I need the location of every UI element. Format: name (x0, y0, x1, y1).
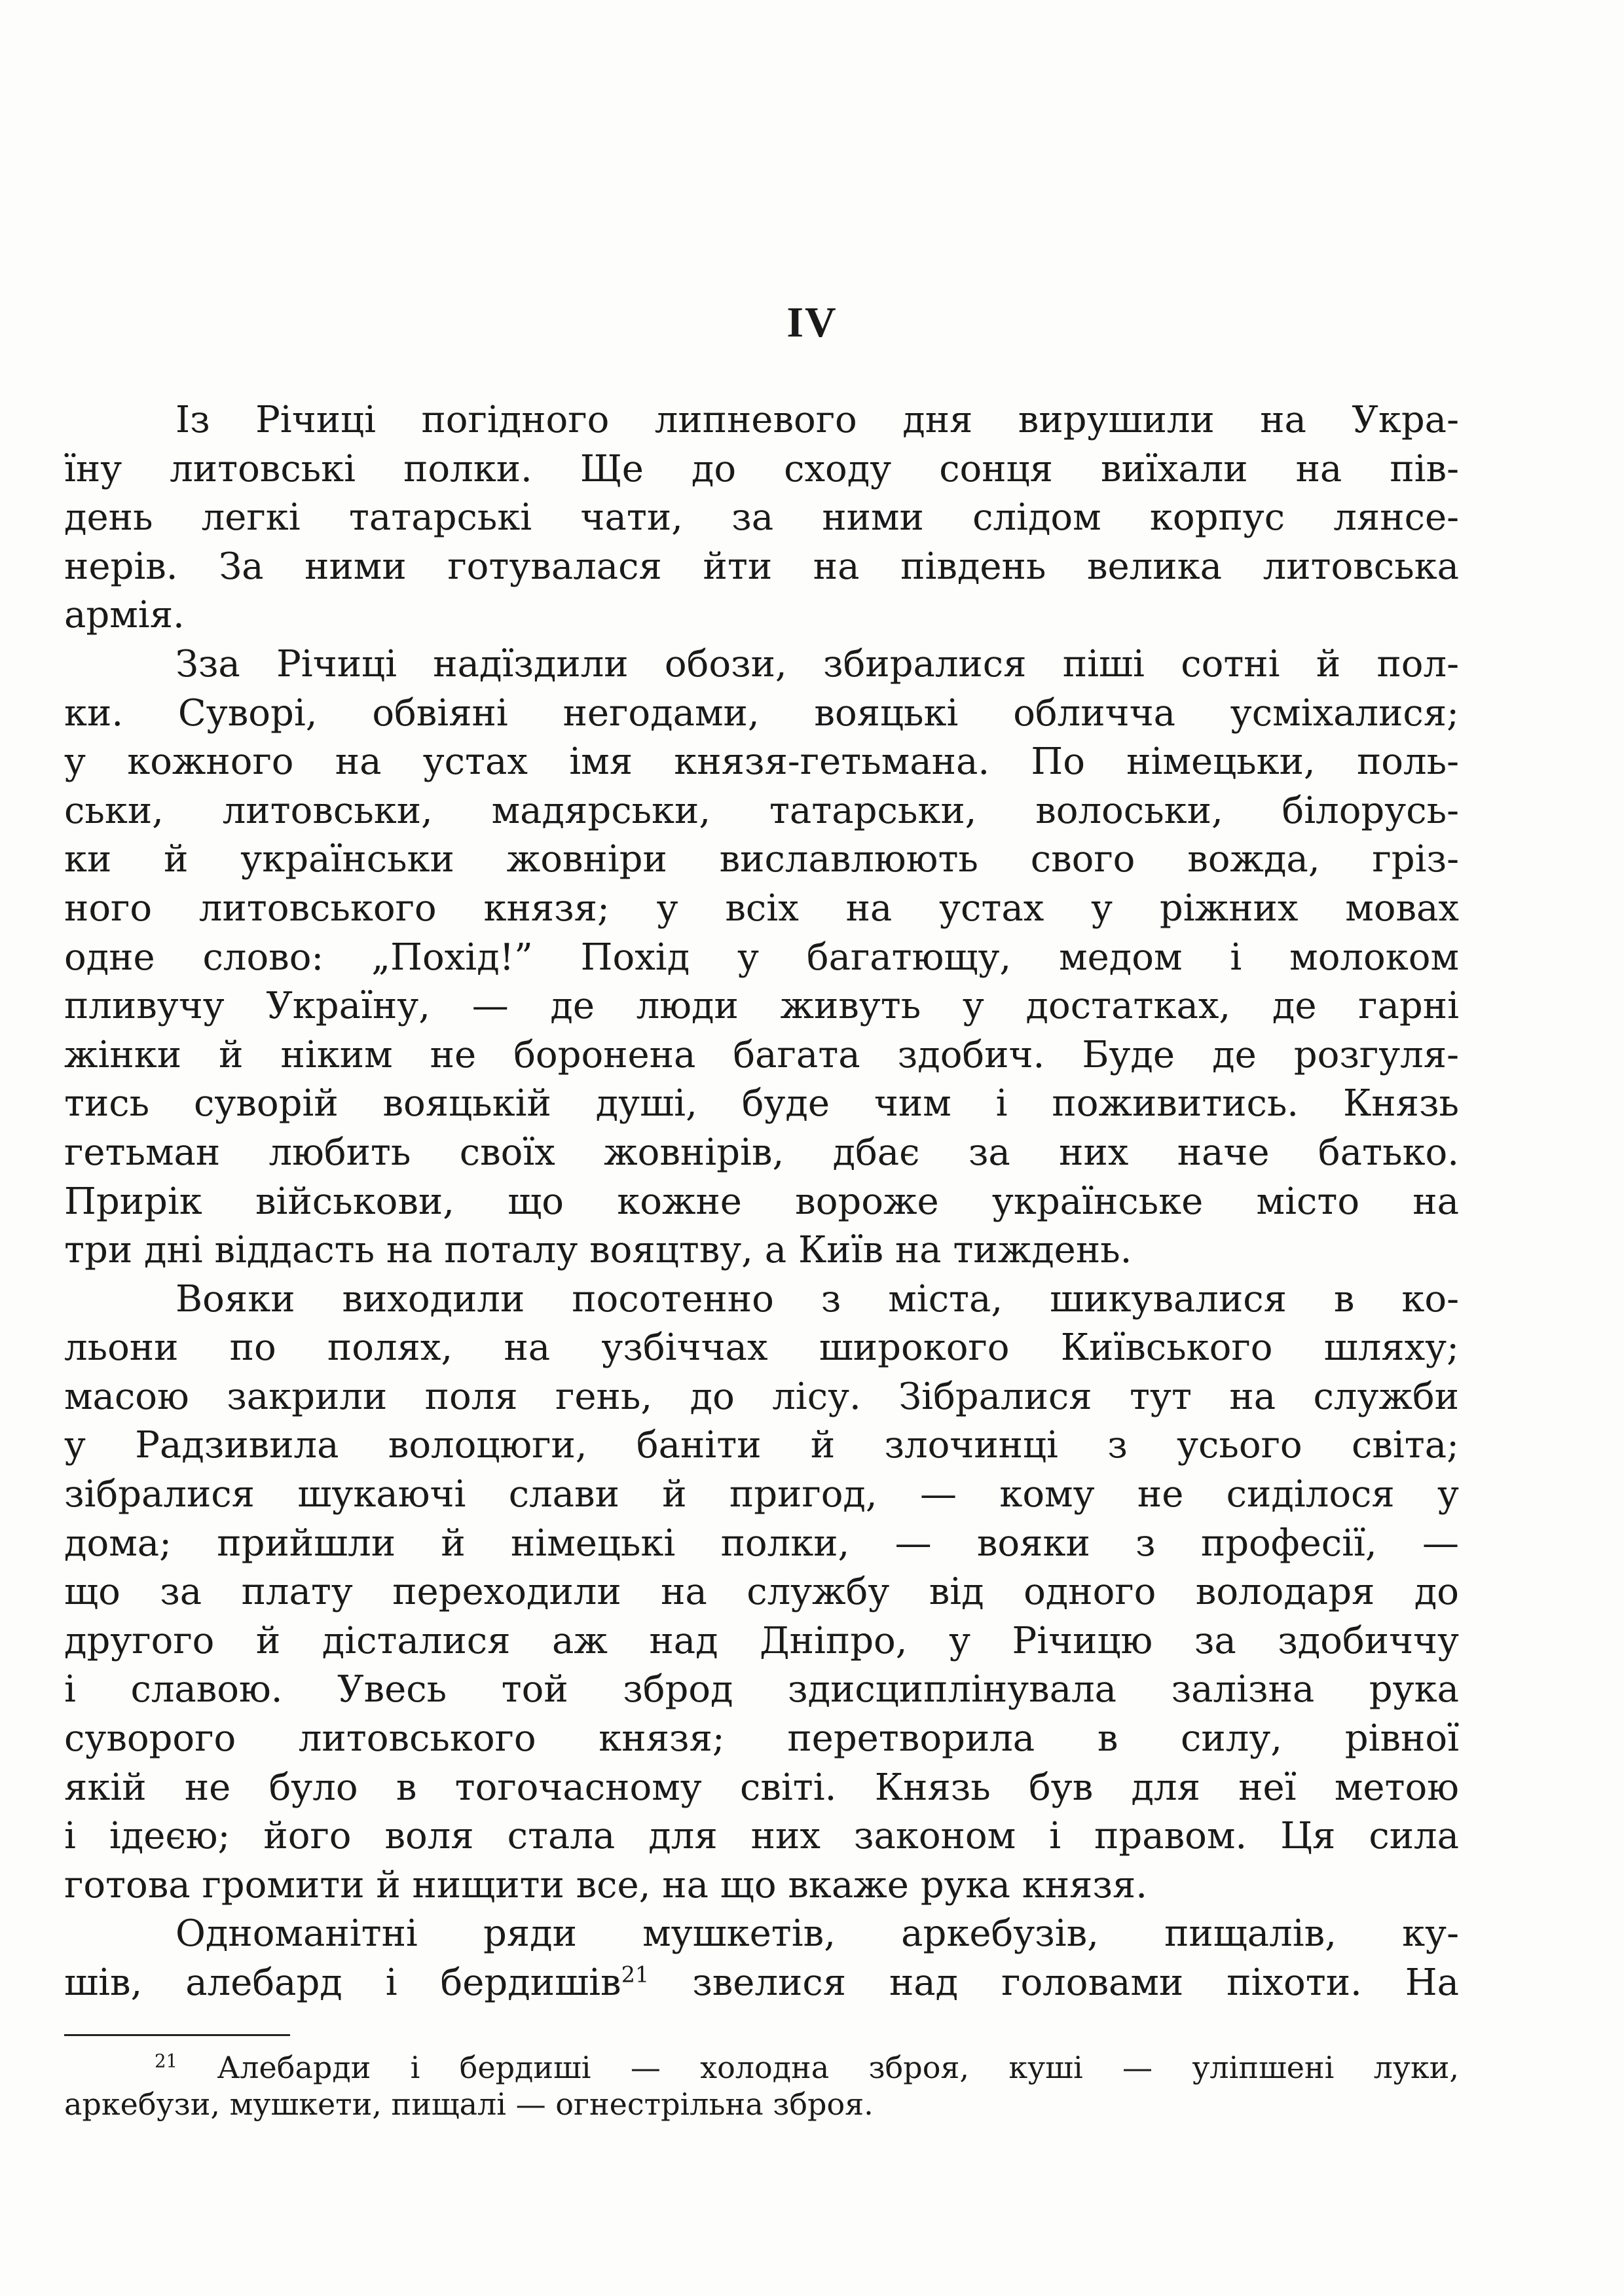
text-line-with-footnote-ref (64, 1959, 1459, 2008)
footnote-ref[interactable]: 21 (621, 1961, 650, 1988)
text-line: гетьман любить своїх жовнірів, дбає за них наче батько. (64, 1131, 1459, 1174)
text-line: у Радзивила волоцюги, баніти й злочинці з усього світа; (64, 1424, 1459, 1467)
text-line: Із Річиці погідного липневого дня вирушили на Укра- (175, 399, 1459, 441)
text-line: ськи, литовськи, мадярськи, татарськи, волоськи, білорусь- (64, 789, 1459, 832)
text-line: їну литовські полки. Ще до сходу сонця виїхали на пів- (64, 447, 1459, 490)
text-line: льони по полях, на узбіччах широкого Київського шляху; (64, 1326, 1459, 1370)
text-line: Одноманітні ряди мушкетів, аркебузів, пищалів, ку- (175, 1912, 1459, 1956)
text-line: масою закрили поля гень, до лісу. Зібралися тут на служби (64, 1375, 1459, 1418)
text-line: і ідеєю; його воля стала для них законом і правом. Ця сила (64, 1815, 1459, 1858)
text-line: готова громити й нищити все, на що вкаже рука князя. (64, 1863, 1148, 1906)
text-line: Вояки виходили посотенно з міста, шикувалися в ко- (175, 1277, 1459, 1321)
body-text (64, 396, 1459, 2008)
chapter-heading: IV (786, 299, 838, 346)
text-line: ки й українськи жовніри виславлюють свого вожда, гріз- (64, 838, 1459, 881)
text-line: що за плату переходили на службу від одного володаря до (64, 1571, 1459, 1614)
text-line: нерів. За ними готувалася йти на південь велика литовська (64, 545, 1459, 588)
text-line: дома; прийшли й німецькі полки, — вояки з професії, — (64, 1522, 1459, 1565)
footnote-text: Алебарди і бердиші — холодна зброя, куші — уліпшені луки, (217, 2050, 1459, 2085)
footnote-number: 21 (155, 2050, 178, 2072)
text-line-part: шів, алебард і бердишів (64, 1961, 621, 2004)
footnote (64, 2049, 1459, 2123)
footnote-line (64, 2049, 1459, 2086)
text-line: тись суворій вояцькій душі, буде чим і поживитись. Князь (64, 1082, 1459, 1125)
footnote-line: аркебузи, мушкети, пищалі — огнестрільна зброя. (64, 2086, 874, 2122)
text-line: одне слово: „Похід!” Похід у багатющу, медом і молоком (64, 936, 1459, 979)
text-line: зібралися шукаючі слави й пригод, — кому не сиділося у (64, 1473, 1459, 1516)
text-line: Зза Річиці надїздили обози, збиралися піші сотні й пол- (175, 642, 1459, 685)
text-line: якій не було в тогочасному світі. Князь був для неї метою (64, 1766, 1459, 1809)
text-line: суворого литовського князя; перетворила в силу, рівної (64, 1717, 1459, 1760)
footnote-divider (64, 2034, 290, 2036)
text-line: ки. Суворі, обвіяні негодами, вояцькі обличча усміхалися; (64, 691, 1459, 735)
text-line: пливучу Україну, — де люди живуть у достатках, де гарні (64, 985, 1459, 1028)
text-line: жінки й ніким не боронена багата здобич. Буде де розгуля- (64, 1033, 1459, 1076)
text-line: і славою. Увесь той зброд здисциплінувала залізна рука (64, 1668, 1459, 1711)
text-line: ного литовського князя; у всіх на устах у ріжних мовах (64, 886, 1459, 930)
text-line: армія. (64, 594, 185, 637)
text-line: у кожного на устах імя князя-гетьмана. По німецьки, поль- (64, 740, 1459, 784)
text-line-part: звелися над головами піхоти. На (692, 1961, 1459, 2004)
text-line: другого й дісталися аж над Дніпро, у Річицю за здобиччу (64, 1619, 1459, 1662)
text-line: Прирік військови, що кожне вороже українське місто на (64, 1180, 1459, 1223)
text-line: день легкі татарські чати, за ними слідом корпус лянсе- (64, 496, 1459, 539)
text-line: три дні віддасть на поталу вояцтву, а Київ на тиждень. (64, 1229, 1132, 1272)
